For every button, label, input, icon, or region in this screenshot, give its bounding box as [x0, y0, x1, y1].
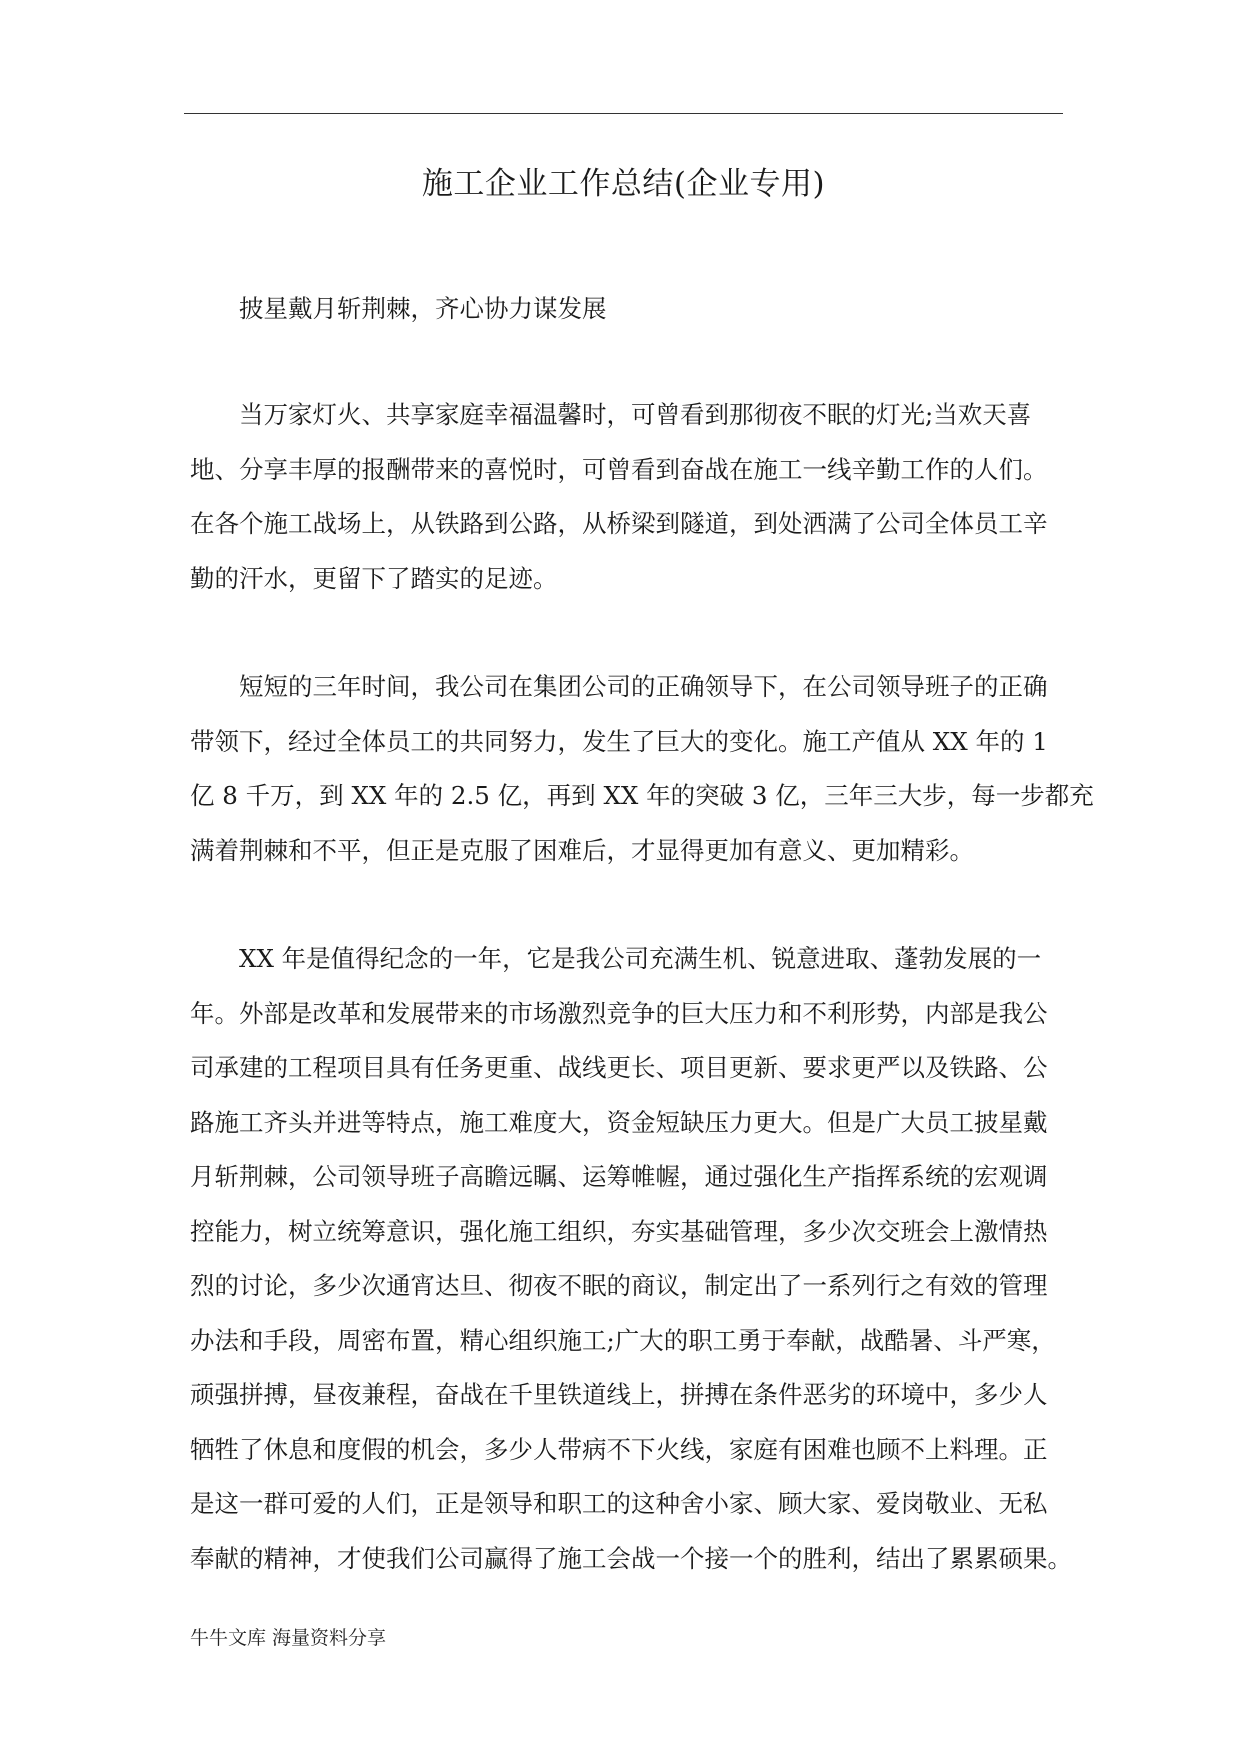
paragraph-1	[190, 388, 1070, 606]
paragraph-line: 烈的讨论，多少次通宵达旦、彻夜不眠的商议，制定出了一系列行之有效的管理	[190, 1271, 1048, 1300]
paragraph-line: 办法和手段，周密布置，精心组织施工;广大的职工勇于奉献，战酷暑、斗严寒，	[190, 1325, 1056, 1355]
paragraph-line: 勤的汗水，更留下了踏实的足迹。	[190, 563, 558, 593]
paragraph-line: 在各个施工战场上，从铁路到公路，从桥梁到隧道，到处洒满了公司全体员工辛	[190, 509, 1048, 538]
paragraph-line: 满着荆棘和不平，但正是克服了困难后，才显得更加有意义、更加精彩。	[190, 835, 974, 865]
paragraph-line: 顽强拼搏，昼夜兼程，奋战在千里铁道线上，拼搏在条件恶劣的环境中，多少人	[190, 1380, 1048, 1409]
paragraph-line: 是这一群可爱的人们，正是领导和职工的这种舍小家、顾大家、爱岗敬业、无私	[190, 1489, 1048, 1518]
paragraph-line: 控能力，树立统筹意识，强化施工组织，夯实基础管理，多少次交班会上激情热	[190, 1216, 1048, 1246]
paragraph-line: 月斩荆棘，公司领导班子高瞻远瞩、运筹帷幄，通过强化生产指挥系统的宏观调	[190, 1162, 1048, 1191]
paragraph-3	[190, 932, 1070, 1586]
paragraph-line: 亿 8 千万，到 XX 年的 2.5 亿，再到 XX 年的突破 3 亿，三年三大步，每一步都充	[190, 781, 1094, 810]
header-divider	[184, 113, 1063, 114]
paragraph-line: 年。外部是改革和发展带来的市场激烈竞争的巨大压力和不利形势，内部是我公	[190, 998, 1048, 1028]
paragraph-line: 地、分享丰厚的报酬带来的喜悦时，可曾看到奋战在施工一线辛勤工作的人们。	[190, 454, 1048, 484]
paragraph-2	[190, 660, 1094, 878]
paragraph-line: 牺牲了休息和度假的机会，多少人带病不下火线，家庭有困难也顾不上料理。正	[190, 1434, 1048, 1464]
document-subtitle	[190, 282, 1119, 337]
page-footer: 牛牛文库 海量资料分享	[190, 1627, 387, 1649]
paragraph-line: 短短的三年时间，我公司在集团公司的正确领导下，在公司领导班子的正确	[239, 672, 1048, 701]
paragraph-line: 带领下，经过全体员工的共同努力，发生了巨大的变化。施工产值从 XX 年的 1	[190, 726, 1048, 756]
paragraph-line: 司承建的工程项目具有任务更重、战线更长、项目更新、要求更严以及铁路、公	[190, 1053, 1048, 1082]
document-title: 施工企业工作总结(企业专用)	[421, 166, 826, 202]
subtitle-line: 披星戴月斩荆棘，齐心协力谋发展	[239, 294, 607, 323]
paragraph-line: 当万家灯火、共享家庭幸福温馨时，可曾看到那彻夜不眠的灯光;当欢天喜	[239, 400, 1032, 429]
paragraph-line: 奉献的精神，才使我们公司赢得了施工会战一个接一个的胜利，结出了累累硕果。	[190, 1543, 1072, 1573]
paragraph-line: 路施工齐头并进等特点，施工难度大，资金短缺压力更大。但是广大员工披星戴	[190, 1107, 1048, 1137]
paragraph-line: XX 年是值得纪念的一年，它是我公司充满生机、锐意进取、蓬勃发展的一	[239, 944, 1042, 973]
